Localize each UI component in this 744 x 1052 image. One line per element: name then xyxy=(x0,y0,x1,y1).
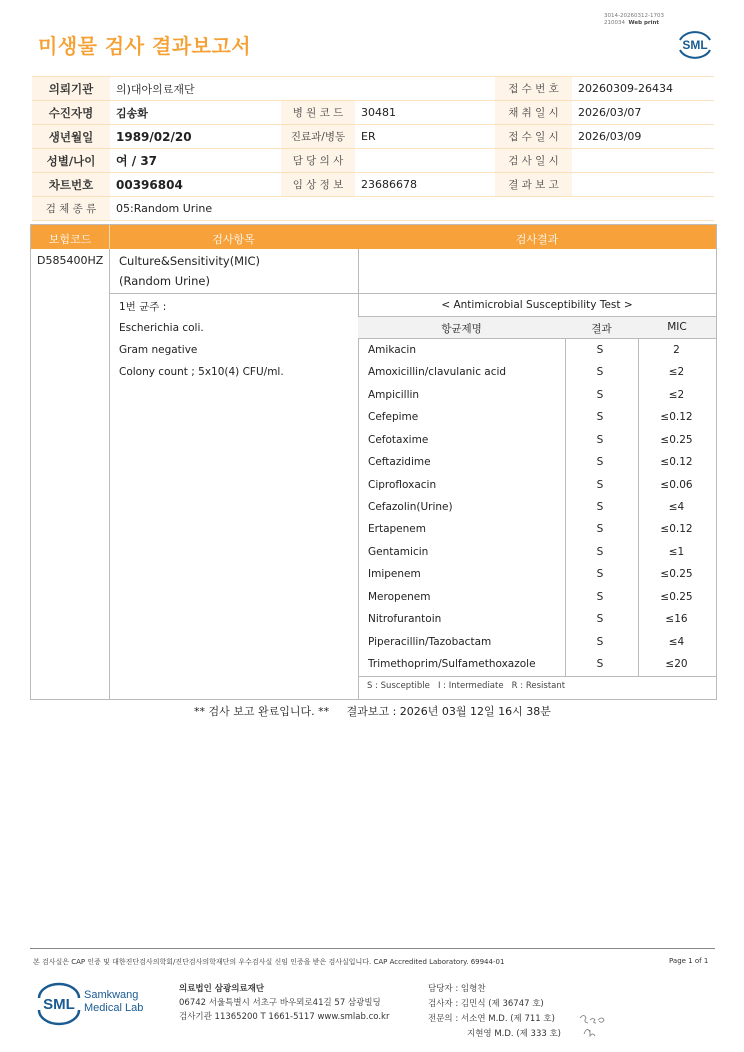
table-row xyxy=(32,197,714,221)
test-date-label: 검 사 일 시 xyxy=(495,149,572,173)
antibiotic-mic: ≤0.12 xyxy=(660,456,693,469)
antibiotic-result: S xyxy=(596,590,604,603)
doctor-value xyxy=(355,149,495,173)
antibiotic-row xyxy=(359,631,715,653)
chart-label: 차트번호 xyxy=(32,173,110,197)
org-name: 의료법인 삼광의료재단 xyxy=(179,984,265,994)
antibiotic-mic: ≤4 xyxy=(668,635,685,648)
antibiotic-name: Meropenem xyxy=(368,590,431,603)
antibiotic-name: Cefazolin(Urine) xyxy=(368,501,453,513)
specialist-label: 전문의 : xyxy=(428,1014,459,1024)
test-result-header: 검사결과 xyxy=(515,233,559,246)
antibiotic-name: Trimethoprim/Sulfamethoxazole xyxy=(368,658,536,671)
antibiotic-result: S xyxy=(596,568,604,581)
report-value xyxy=(572,173,714,197)
samkwang-logo-text: SML xyxy=(43,996,75,1013)
clinical-label: 임 상 정 보 xyxy=(281,173,355,197)
signatories xyxy=(428,982,561,1042)
table-row xyxy=(32,125,714,149)
tester-name: 김민식 (제 36747 호) xyxy=(460,999,544,1009)
antibiotic-result: S xyxy=(596,456,604,469)
antibiotic-result: S xyxy=(596,388,604,401)
web-print-label: Web print xyxy=(628,20,660,26)
dept-value: ER xyxy=(355,125,495,149)
antibiotic-name: Ampicillin xyxy=(368,388,420,401)
antibiotic-name: Ceftazidime xyxy=(368,456,431,469)
antibiotic-result: S xyxy=(596,635,604,648)
antibiotic-name: Nitrofurantoin xyxy=(368,613,442,626)
document-id-line1: 3014-20260312-1703 xyxy=(604,13,664,19)
antibiotic-result: S xyxy=(596,344,604,356)
gram-stain: Gram negative xyxy=(119,344,198,356)
org-contact: 검사기관 11365200 T 1661-5117 www.smlab.co.kr xyxy=(179,1012,390,1022)
antibiotic-row xyxy=(359,586,715,608)
insurance-code-header: 보험코드 xyxy=(48,233,92,246)
antibiotic-mic: ≤2 xyxy=(668,388,685,401)
completion-note xyxy=(194,703,551,719)
antibiotic-name: Gentamicin xyxy=(368,545,429,558)
dob-label: 생년월일 xyxy=(32,125,110,149)
name-value: 김송화 xyxy=(110,101,281,125)
table-row xyxy=(32,149,714,173)
specimen-label: 검 체 종 류 xyxy=(32,197,110,221)
page-number: Page 1 of 1 xyxy=(669,957,709,965)
hospital-code-value: 30481 xyxy=(355,101,495,125)
antibiotic-result: S xyxy=(596,366,604,379)
antibiotic-name: Cefepime xyxy=(368,411,419,424)
name-label: 수진자명 xyxy=(32,101,110,125)
sex-age-label: 성별/나이 xyxy=(32,149,110,173)
results-header xyxy=(31,225,716,249)
table-row xyxy=(32,173,714,197)
doctor-label: 담 당 의 사 xyxy=(281,149,355,173)
staff-label: 담당자 : xyxy=(428,984,459,994)
antibiotic-row xyxy=(359,653,715,675)
antibiotic-row xyxy=(359,474,715,496)
antibiotic-name: Imipenem xyxy=(368,568,421,581)
table-row xyxy=(32,77,714,101)
antibiotic-row xyxy=(359,608,715,630)
antibiotic-row xyxy=(359,563,715,585)
receipt-date-label: 접 수 일 시 xyxy=(495,125,572,149)
antibiotic-row xyxy=(359,541,715,563)
footer-divider xyxy=(30,948,715,949)
test-date-value xyxy=(572,149,714,173)
hospital-code-label: 병 원 코 드 xyxy=(281,101,355,125)
report-title: 미생물 검사 결과보고서 xyxy=(38,34,252,58)
collect-date-label: 채 취 일 시 xyxy=(495,101,572,125)
samkwang-logo xyxy=(36,980,154,1026)
dept-label: 진료과/병동 xyxy=(281,125,355,149)
antibiotic-mic: ≤0.06 xyxy=(660,478,693,491)
antibiotic-name: Amoxicillin/clavulanic acid xyxy=(368,366,507,379)
antibiotic-mic: ≤4 xyxy=(668,501,685,513)
antibiotic-result: S xyxy=(596,545,604,558)
brand-line1: Samkwang xyxy=(84,989,139,1001)
sml-logo-text: SML xyxy=(682,38,708,52)
antibiotic-row xyxy=(359,496,715,518)
requester-value: 의)대아의료재단 xyxy=(110,77,495,101)
clinical-value: 23686678 xyxy=(355,173,495,197)
sml-logo xyxy=(676,26,714,62)
antibiotic-row xyxy=(359,518,715,540)
ast-drug-header: 항균제명 xyxy=(441,323,482,335)
antibiotic-mic: ≤2 xyxy=(668,366,685,379)
colony-count: Colony count ; 5x10(4) CFU/ml. xyxy=(119,366,284,378)
antibiotic-mic: ≤0.25 xyxy=(660,433,693,446)
results-table xyxy=(30,224,717,700)
specimen-value: 05:Random Urine xyxy=(110,197,714,221)
ast-result-header: 결과 xyxy=(591,323,612,335)
antibiotic-row xyxy=(359,451,715,473)
document-id-line2: 210034 xyxy=(604,20,625,26)
organization-info xyxy=(179,982,389,1024)
collect-date-value: 2026/03/07 xyxy=(572,101,714,125)
ast-title: < Antimicrobial Susceptibility Test > xyxy=(441,299,633,311)
antibiotic-mic: ≤16 xyxy=(665,613,688,626)
antibiotic-name: Amikacin xyxy=(368,344,417,356)
antibiotic-mic: 2 xyxy=(673,344,680,356)
antibiotic-mic: ≤0.25 xyxy=(660,568,693,581)
brand-line2: Medical Lab xyxy=(84,1002,144,1014)
antibiotic-result: S xyxy=(596,433,604,446)
antibiotic-result: S xyxy=(596,501,604,513)
antibiotic-row xyxy=(359,429,715,451)
antibiotic-mic: ≤0.12 xyxy=(660,523,693,536)
patient-info-table xyxy=(32,76,714,221)
tester-label: 검사자 : xyxy=(428,999,459,1009)
receipt-no-label: 접 수 번 호 xyxy=(495,77,572,101)
insurance-code: D585400HZ xyxy=(37,254,104,267)
ast-mic-header: MIC xyxy=(667,321,687,333)
antibiotic-mic: ≤0.25 xyxy=(660,590,693,603)
antibiotic-row xyxy=(359,339,715,361)
ast-legend: S : Susceptible I : Intermediate R : Resistant xyxy=(367,681,566,691)
antibiotic-row xyxy=(359,384,715,406)
test-name: Culture&Sensitivity(MIC) xyxy=(119,254,261,268)
antibiotic-row xyxy=(359,406,715,428)
specialist-2: 지현영 M.D. (제 333 호) xyxy=(467,1029,562,1039)
receipt-date-value: 2026/03/09 xyxy=(572,125,714,149)
antibiotic-result: S xyxy=(596,613,604,626)
organism-name: Escherichia coli. xyxy=(119,322,204,334)
org-address: 06742 서울특별시 서초구 바우뫼로41길 57 삼광빌딩 xyxy=(179,998,381,1008)
antibiotic-name: Ertapenem xyxy=(368,523,426,536)
antibiotic-result: S xyxy=(596,411,604,424)
specialist-1: 서소연 M.D. (제 711 호) xyxy=(460,1014,555,1024)
receipt-no-value: 20260309-26434 xyxy=(572,77,714,101)
signature-mark xyxy=(576,1010,610,1040)
antibiotic-result: S xyxy=(596,658,604,671)
test-item-header: 검사항목 xyxy=(212,233,255,246)
completion-text: ** 검사 보고 완료입니다. ** xyxy=(194,705,330,718)
antibiotic-name: Cefotaxime xyxy=(368,433,429,446)
antibiotic-row xyxy=(359,361,715,383)
antibiotic-mic: ≤0.12 xyxy=(660,411,693,424)
report-label: 결 과 보 고 xyxy=(495,173,572,197)
staff-name: 임형찬 xyxy=(460,984,486,994)
test-specimen: (Random Urine) xyxy=(119,274,210,288)
antibiotic-name: Ciprofloxacin xyxy=(368,478,437,491)
certification-note: 본 검사실은 CAP 인증 및 대한진단검사의학회/진단검사의학재단의 우수검사실 신임 인증을 받은 검사실입니다. CAP Accredited Laboratory. 69944-01 xyxy=(33,958,505,966)
dob-value: 1989/02/20 xyxy=(110,125,281,149)
antibiotic-mic: ≤20 xyxy=(665,658,688,671)
antibiotic-name: Piperacillin/Tazobactam xyxy=(368,635,492,648)
antibiotic-result: S xyxy=(596,523,604,536)
report-time: 결과보고 : 2026년 03월 12일 16시 38분 xyxy=(346,705,551,718)
chart-value: 00396804 xyxy=(110,173,281,197)
organism-label: 1번 균주 : xyxy=(119,301,167,313)
sex-age-value: 여 / 37 xyxy=(110,149,281,173)
requester-label: 의뢰기관 xyxy=(32,77,110,101)
antibiotic-mic: ≤1 xyxy=(668,545,685,558)
ast-header-row xyxy=(358,317,716,338)
document-id xyxy=(604,13,664,27)
antibiotic-result: S xyxy=(596,478,604,491)
table-row xyxy=(32,101,714,125)
